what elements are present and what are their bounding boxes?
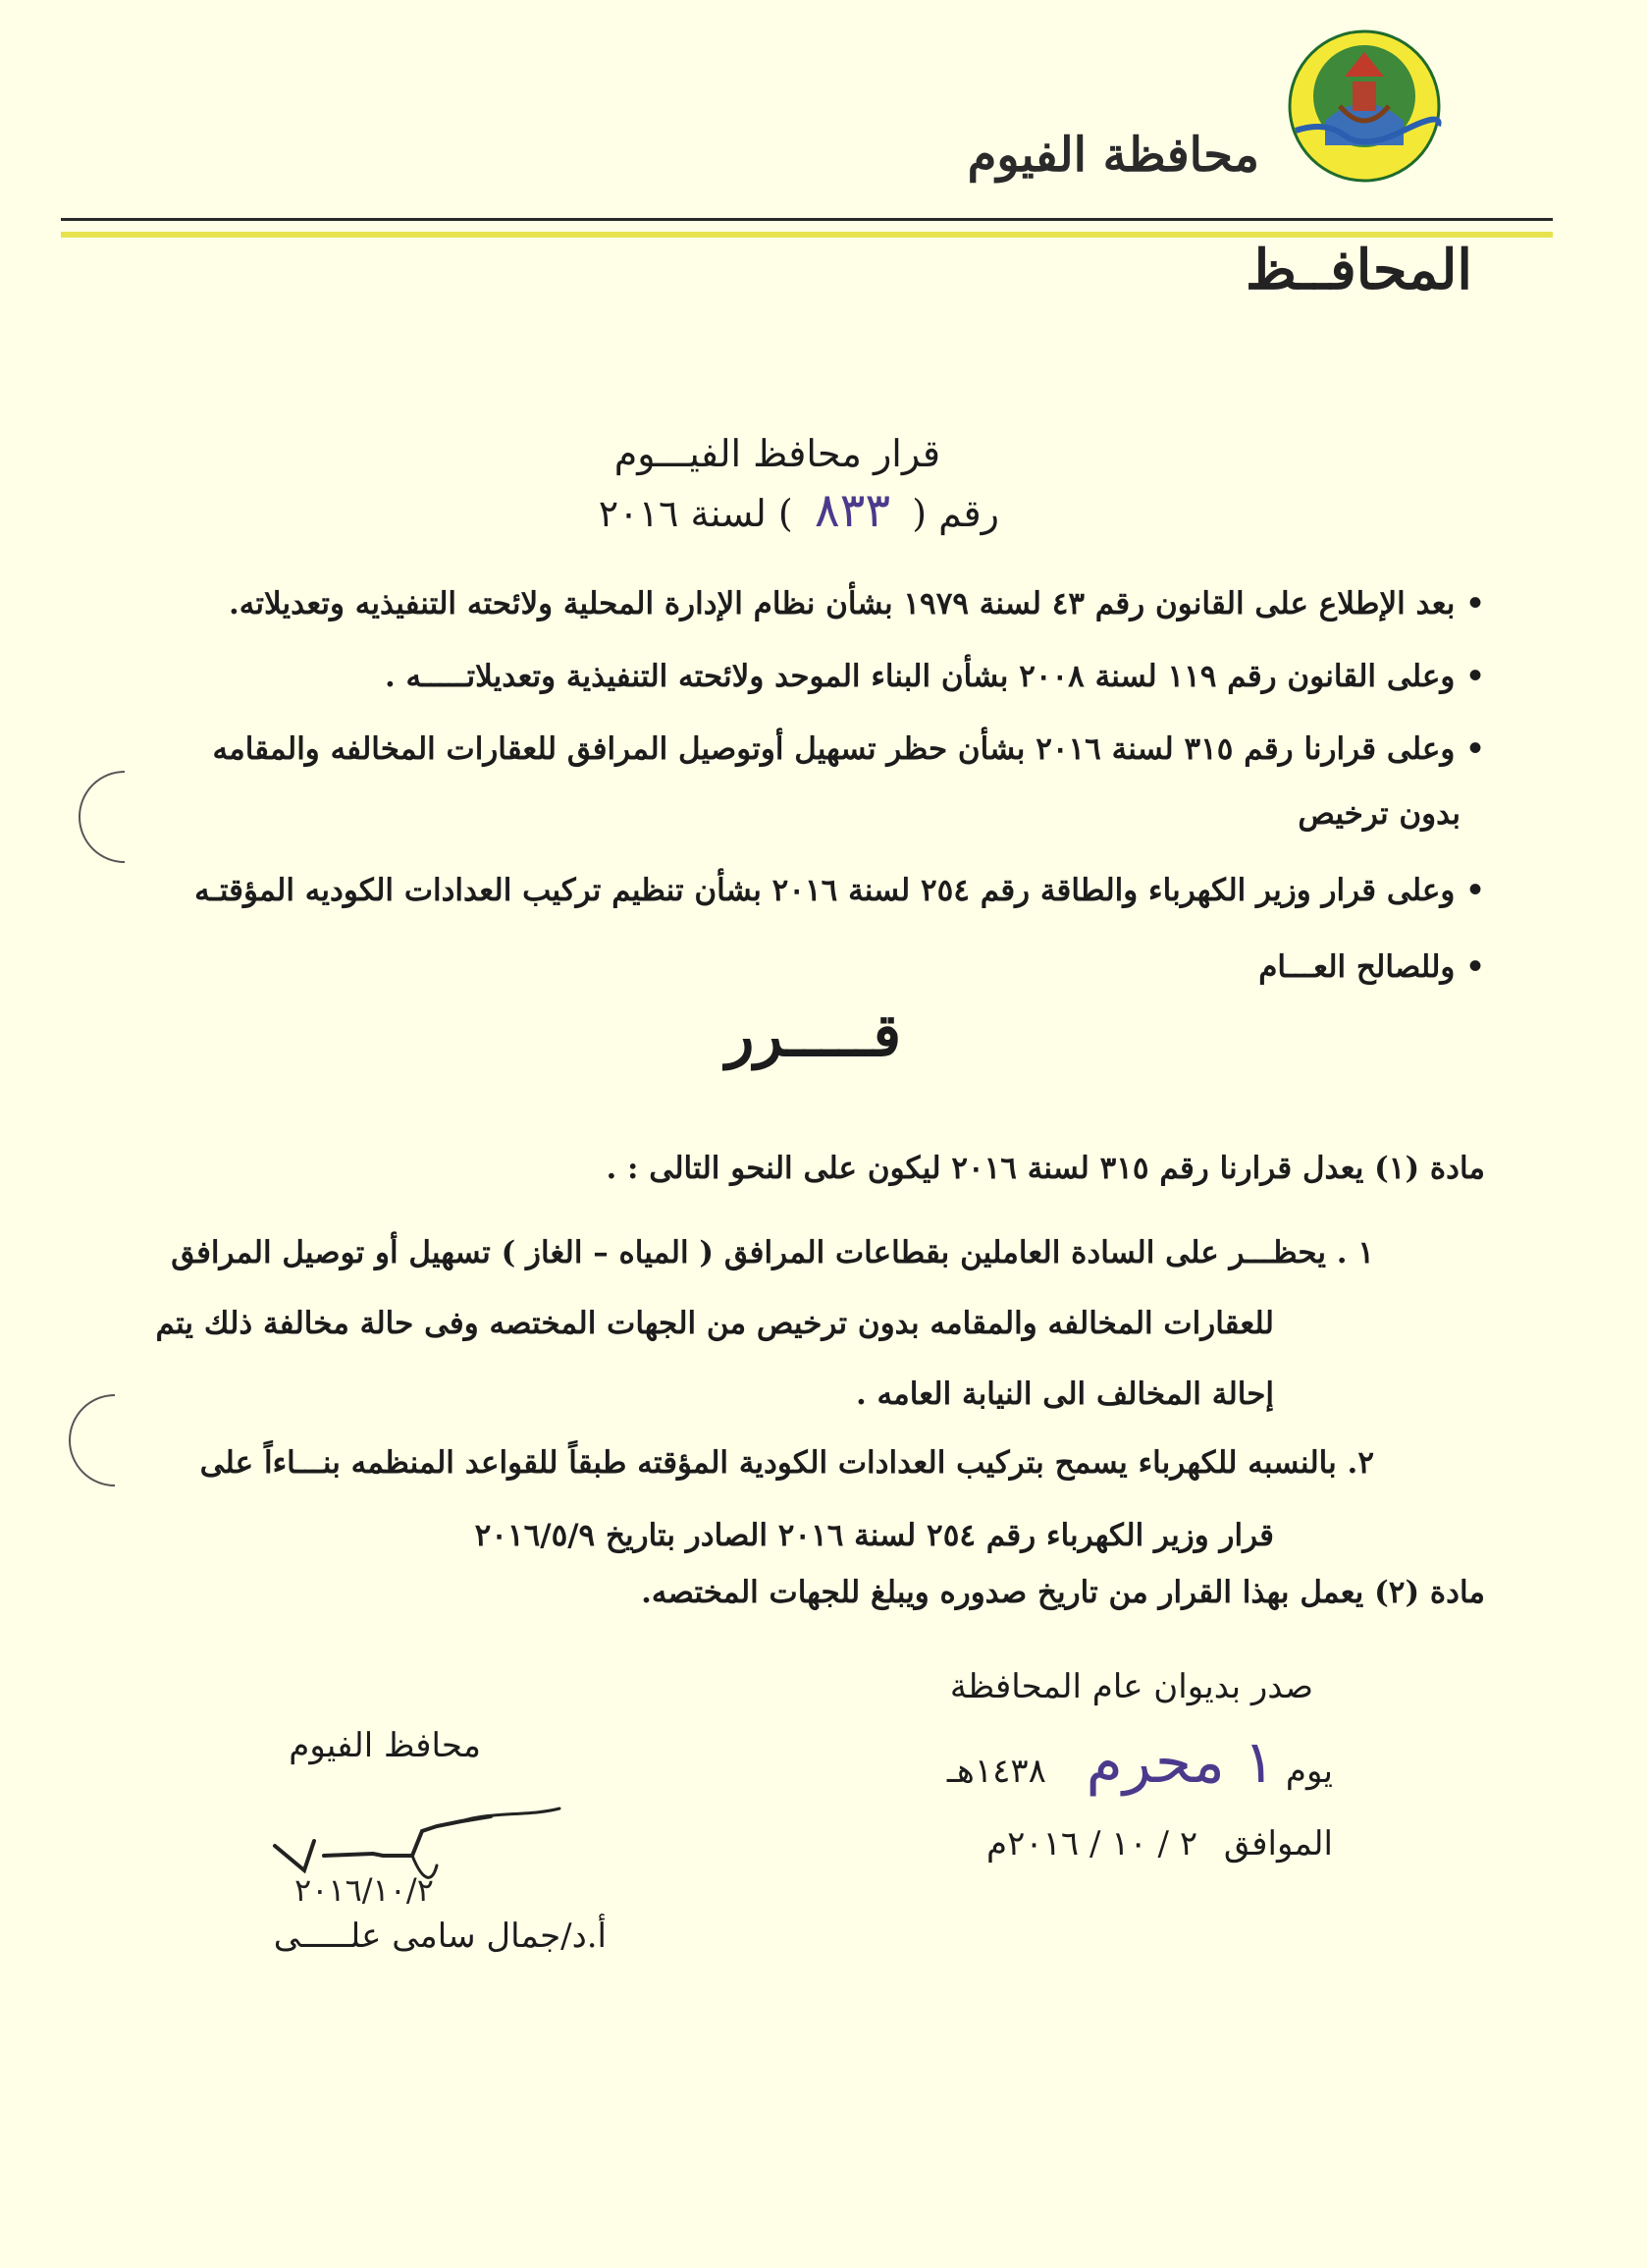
issuance-greg xyxy=(986,1824,1333,1863)
preamble-line: • بعد الإطلاع على القانون رقم ٤٣ لسنة ١٩٧٩ بشأن نظام الإدارة المحلية ولائحته التنفيذيه وتعديلاته. xyxy=(228,586,1485,621)
preamble-line: بدون ترخيص xyxy=(1298,796,1461,832)
article1-heading: مادة (١) يعدل قرارنا رقم ٣١٥ لسنة ٢٠١٦ ليكون على النحو التالى : . xyxy=(606,1151,1485,1186)
article1-item1-line: للعقارات المخالفه والمقامه بدون ترخيص من الجهات المختصه وفى حالة مخالفة ذلك يتم xyxy=(155,1306,1274,1341)
muwafiq-label: الموافق xyxy=(1223,1824,1333,1863)
header-rule-dark xyxy=(61,218,1553,221)
article1-item1-line: إحالة المخالف الى النيابة العامه . xyxy=(855,1377,1274,1412)
decision-title: قرار محافظ الفيـــوم xyxy=(613,432,940,475)
hijri-year: ١٤٣٨هـ xyxy=(946,1752,1046,1791)
decision-number-suffix: ) لسنة ٢٠١٦ xyxy=(598,492,793,535)
office-title: المحافــظ xyxy=(1246,238,1472,302)
signatory-name: أ.د/جمال سامى علـــــى xyxy=(273,1917,607,1956)
decision-number xyxy=(599,483,999,538)
decision-number-prefix: رقم ( xyxy=(912,492,999,535)
punch-hole xyxy=(79,771,171,863)
issuance-day xyxy=(947,1728,1333,1797)
preamble-line: • وعلى قرار وزير الكهرباء والطاقة رقم ٢٥٤ لسنة ٢٠١٦ بشأن تنظيم تركيب العدادات الكوديه المؤقتـه xyxy=(194,873,1485,908)
decision-heading: قـــــرر xyxy=(725,1001,901,1070)
governorate-logo xyxy=(1286,27,1443,185)
day-handwritten: ١ محرم xyxy=(1086,1728,1276,1797)
article1-item2-line: قرار وزير الكهرباء رقم ٢٥٤ لسنة ٢٠١٦ الصادر بتاريخ ٢٠١٦/٥/٩ xyxy=(474,1518,1274,1553)
preamble-line: • وعلى قرارنا رقم ٣١٥ لسنة ٢٠١٦ بشأن حظر تسهيل أوتوصيل المرافق للعقارات المخالفه والمقامه xyxy=(212,731,1485,767)
signature-date: ٢٠١٦/١٠/٢ xyxy=(294,1871,434,1909)
signatory-title: محافظ الفيوم xyxy=(289,1726,481,1765)
punch-hole xyxy=(69,1394,161,1486)
decision-number-handwritten: ٨٣٣ xyxy=(814,483,891,538)
governorate-name: محافظة الفيوم xyxy=(967,128,1259,183)
greg-date: ٢ / ١٠ / ٢٠١٦م xyxy=(986,1824,1198,1863)
preamble-line: • وعلى القانون رقم ١١٩ لسنة ٢٠٠٨ بشأن البناء الموحد ولائحته التنفيذية وتعديلاتـــــه . xyxy=(384,659,1485,694)
preamble-line: • وللصالح العـــام xyxy=(1258,949,1485,985)
article2-text: مادة (٢) يعمل بهذا القرار من تاريخ صدوره ويبلغ للجهات المختصه. xyxy=(641,1575,1485,1610)
issuance-line: صدر بديوان عام المحافظة xyxy=(949,1667,1313,1706)
day-label: يوم xyxy=(1285,1752,1333,1791)
article1-item2-line: ٢. بالنسبه للكهرباء يسمح بتركيب العدادات الكودية المؤقته طبقاً للقواعد المنظمه بنـــاءاً على xyxy=(199,1445,1374,1481)
article1-item1-line: ١ . يحظـــر على السادة العاملين بقطاعات المرافق ( المياه – الغاز ) تسهيل أو توصيل المرافق xyxy=(171,1235,1374,1270)
logo-emblem-icon xyxy=(1286,27,1443,185)
